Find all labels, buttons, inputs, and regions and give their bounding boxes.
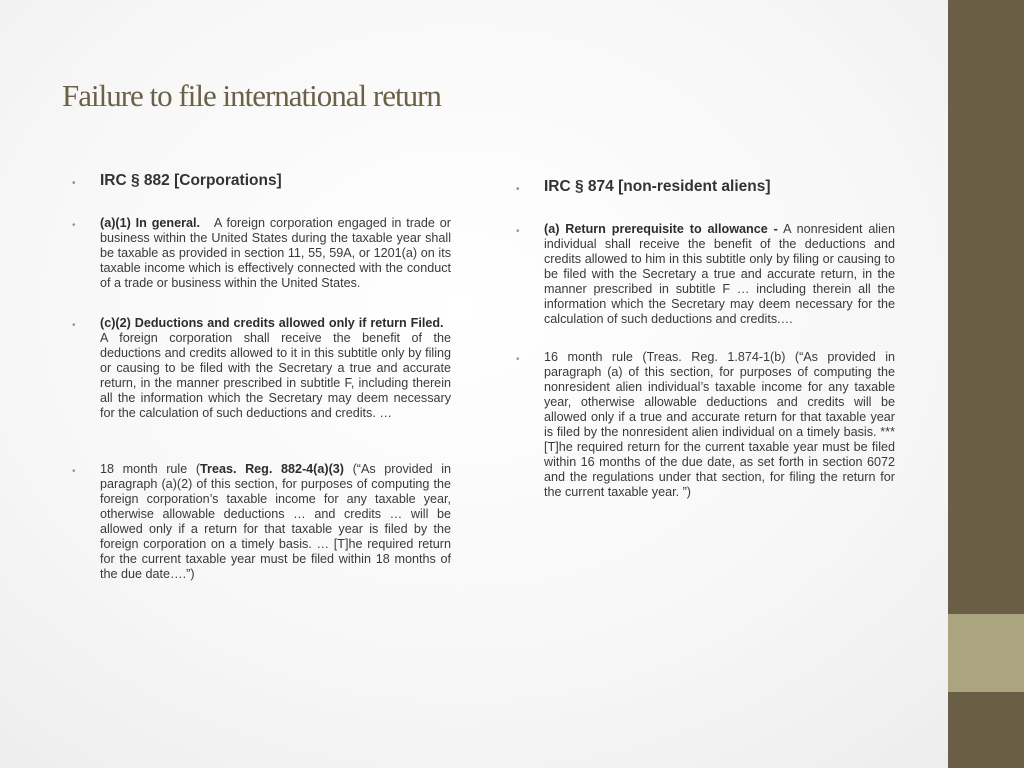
bullet-icon: • [72, 220, 76, 231]
left-heading-item [72, 172, 451, 190]
right-p2-text: 16 month rule (Treas. Reg. 1.874-1(b) (“As provided in paragraph (a) of this section, for purposes of computing the nonresident alien individual’s taxable income for any taxable year, otherwise allowable deductions and credits will be allowed only if a true and accurate return for that taxable year is filed by the nonresident alien individual on a timely basis. *** [T]he required return for the current taxable year must be filed within 16 months of the due date, as set forth in section 6072 and the regulations under that section, for filing the return for the current taxable year. ”) [544, 350, 895, 499]
right-heading: IRC § 874 [non-resident aliens] [544, 178, 771, 195]
slide-title: Failure to file international return [62, 78, 441, 113]
left-p3-text: (“As provided in paragraph (a)(2) of this section, for purposes of computing the foreign corporation’s taxable income for any taxable year, otherwise allowable deductions … and credits … will be allowed only if a return for that taxable year is filed by the foreign corporation on a timely basis. … [T]he required return for the current taxable year must be filed within 18 months of the due date….”) [100, 462, 452, 581]
left-p3-label: Treas. Reg. 882-4(a)(3) [200, 462, 344, 476]
bullet-icon: • [72, 178, 76, 189]
bullet-icon: • [72, 466, 76, 477]
decorative-stripe-accent [948, 614, 1024, 692]
right-column [516, 178, 895, 500]
left-p1-label: (a)(1) In general. [100, 216, 200, 230]
bullet-icon: • [516, 354, 520, 365]
left-paragraph-3 [72, 462, 451, 582]
left-p2-label: (c)(2) Deductions and credits allowed only if return Filed. [100, 316, 444, 330]
left-paragraph-1 [72, 216, 451, 291]
left-heading: IRC § 882 [Corporations] [100, 172, 282, 189]
bullet-icon: • [72, 320, 76, 331]
bullet-icon: • [516, 226, 520, 237]
left-p3-pre: 18 month rule ( [100, 462, 201, 476]
bullet-icon: • [516, 184, 520, 195]
left-paragraph-2 [72, 316, 451, 421]
right-p1-text: A nonresident alien individual shall receive the benefit of the deductions and credits allowed to him in this subtitle only by filing or causing to be filed with the Secretary a true and accurate return, in the manner prescribed in subtitle F … including therein all the information which the Secretary may deem necessary for the calculation of such deductions and credits.… [544, 222, 895, 326]
right-heading-item [516, 178, 895, 196]
right-p1-label: (a) Return prerequisite to allowance - [544, 222, 778, 236]
left-column [72, 172, 451, 582]
left-p2-text: A foreign corporation shall receive the benefit of the deductions and credits allowed to it in this subtitle only by filing or causing to be filed with the Secretary a true and accurate return, in the manner prescribed in subtitle F, including therein all the information which the Secretary may deem necessary for the calculation of such deductions and credits. … [100, 331, 451, 420]
right-paragraph-1 [516, 222, 895, 327]
right-paragraph-2 [516, 350, 895, 500]
left-p1-text: A foreign corporation engaged in trade or business within the United States during the taxable year shall be taxable as provided in section 11, 55, 59A, or 1201(a) on its taxable income which is effectively connected with the conduct of a trade or business within the United States. [100, 216, 451, 290]
